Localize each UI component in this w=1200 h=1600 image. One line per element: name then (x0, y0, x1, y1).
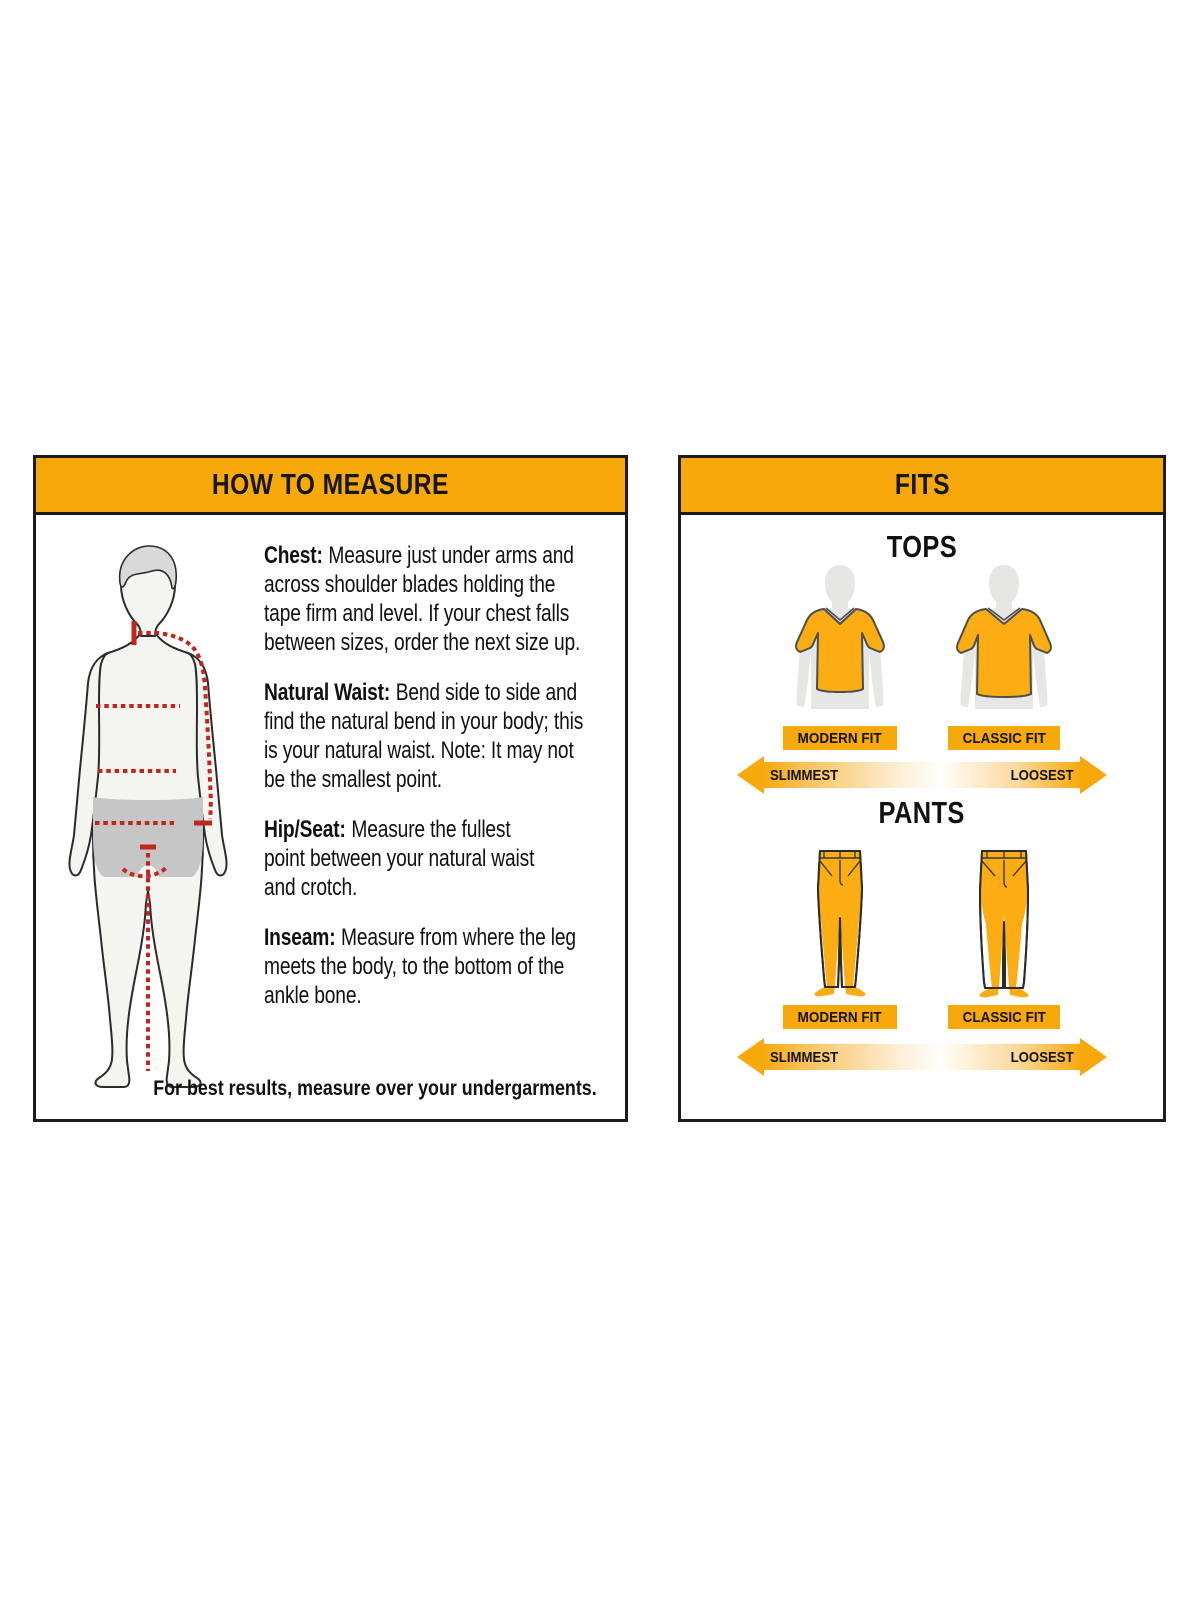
how-to-measure-panel (33, 455, 628, 1122)
hip-seat-instruction: Hip/Seat: Measure the fullest point between your natural waist and crotch. (264, 816, 535, 901)
pants-fit-scale-bar (763, 1044, 1081, 1070)
classic-fit-pants-column (922, 846, 1086, 1029)
pants-figures-row (681, 846, 1163, 1029)
natural-waist-instruction: Natural Waist: Bend side to side and find the natural bend in your body; this is your natural waist. Note: It may not be the smallest point. (264, 679, 584, 793)
tops-slimmest-label: SLIMMEST (770, 766, 839, 784)
classic-fit-top-badge: CLASSIC FIT (948, 726, 1061, 750)
modern-fit-top-badge: MODERN FIT (783, 726, 896, 750)
fits-panel (678, 455, 1166, 1122)
how-to-measure-title: HOW TO MEASURE (212, 468, 449, 501)
arrow-right-icon (1080, 756, 1107, 794)
measure-footnote: For best results, measure over your undergarments. (153, 1077, 597, 1100)
modern-fit-top-illustration (780, 563, 900, 713)
natural-waist-label: Natural Waist: (264, 679, 391, 706)
body-measurement-figure-illustration (62, 541, 254, 1097)
pants-section-heading: PANTS (878, 795, 966, 830)
modern-fit-pants-column (758, 846, 922, 1029)
classic-fit-pants-badge: CLASSIC FIT (948, 1005, 1061, 1029)
tops-fit-scale-bar (763, 762, 1081, 788)
classic-fit-pants-illustration (973, 846, 1035, 1001)
arrow-left-icon (737, 756, 764, 794)
arrow-left-icon (737, 1038, 764, 1076)
pants-loosest-label: LOOSEST (1010, 1048, 1074, 1066)
pants-fit-scale-arrow (737, 1038, 1107, 1076)
measurement-instructions (264, 541, 620, 1031)
chest-label: Chest: (264, 542, 323, 569)
fits-body (681, 515, 1163, 1125)
tops-section-heading: TOPS (886, 529, 958, 564)
classic-fit-top-column (922, 563, 1086, 750)
arrow-right-icon (1080, 1038, 1107, 1076)
how-to-measure-header (36, 458, 625, 515)
fits-title: FITS (894, 468, 950, 501)
hip-seat-label: Hip/Seat: (264, 816, 346, 843)
tops-figures-row (681, 563, 1163, 750)
modern-fit-pants-badge: MODERN FIT (783, 1005, 896, 1029)
pants-slimmest-label: SLIMMEST (770, 1048, 839, 1066)
inseam-label: Inseam: (264, 924, 336, 951)
how-to-measure-body (36, 515, 625, 1125)
classic-fit-top-illustration (944, 563, 1064, 713)
fits-header (681, 458, 1163, 515)
inseam-instruction: Inseam: Measure from where the leg meets the body, to the bottom of the ankle bone. (264, 924, 576, 1009)
chest-instruction: Chest: Measure just under arms and across shoulder blades holding the tape firm and level. If your chest falls between sizes, order the next size up. (264, 542, 581, 656)
tops-loosest-label: LOOSEST (1010, 766, 1074, 784)
tops-fit-scale-arrow (737, 756, 1107, 794)
modern-fit-top-column (758, 563, 922, 750)
modern-fit-pants-illustration (809, 846, 871, 1001)
